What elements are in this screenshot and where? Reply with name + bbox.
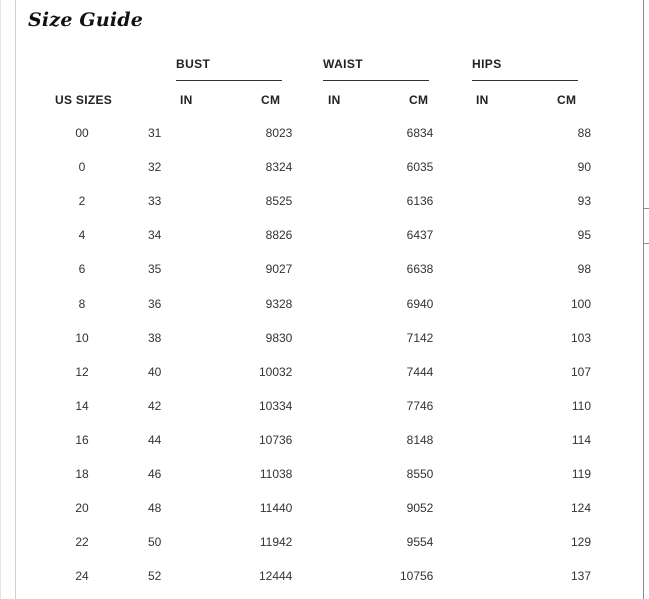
hips-cm-cell: 95 [577,228,591,243]
hips-cm-cell: 124 [570,501,591,516]
bust-in-cell: 48 [148,501,162,516]
table-row [16,321,591,355]
us-size-cell: 00 [75,126,89,141]
bust-cm-cell: 98 [265,330,279,345]
hips-cm-cell: 90 [577,160,591,175]
hips-group-header: HIPS [472,57,502,71]
table-row [16,491,591,525]
bust-group-header: BUST [176,57,211,71]
waist-in-cell: 32 [279,364,293,379]
waist-in-cell: 30 [279,330,293,345]
col-header-hips-cm: CM [557,93,577,107]
waist-cm-cell: 69 [406,296,420,311]
col-header-waist-cm: CM [409,93,429,107]
waist-in-cell: 34 [279,398,293,413]
table-row [16,218,591,252]
bust-in-cell: 36 [148,296,162,311]
table-row [16,457,591,491]
bust-cm-cell: 103 [258,398,279,413]
us-size-cell: 4 [78,228,86,243]
bust-in-cell: 46 [148,466,162,481]
hips-group-underline [472,80,578,81]
waist-cm-cell: 71 [406,330,420,345]
hips-in-cell: 50 [420,466,434,481]
hips-in-cell: 56 [420,569,434,584]
bust-cm-cell: 100 [258,364,279,379]
bust-in-cell: 31 [148,126,162,141]
col-header-hips-in: IN [476,93,489,107]
bust-cm-cell: 124 [258,569,279,584]
us-size-cell: 6 [78,262,86,277]
table-row [16,355,591,389]
bust-in-cell: 40 [148,364,162,379]
hips-in-cell: 37 [420,228,434,243]
hips-cm-cell: 100 [570,296,591,311]
hips-in-cell: 38 [420,262,434,277]
hips-cm-cell: 93 [577,194,591,209]
hips-in-cell: 44 [420,364,434,379]
waist-group-underline [323,80,429,81]
bust-in-cell: 44 [148,432,162,447]
waist-in-cell: 38 [279,466,293,481]
right-edge-notch [644,208,649,209]
table-row [16,423,591,457]
waist-in-cell: 40 [279,501,293,516]
hips-cm-cell: 137 [570,569,591,584]
bust-in-cell: 33 [148,194,162,209]
us-size-cell: 0 [78,160,86,175]
us-size-cell: 10 [75,330,89,345]
bust-cm-cell: 119 [259,535,279,550]
table-row [16,150,591,184]
col-header-bust-in: IN [180,93,193,107]
hips-cm-cell: 107 [570,364,591,379]
bust-cm-cell: 88 [265,228,279,243]
col-header-us-sizes: US SIZES [55,93,113,107]
size-table-body [16,116,591,593]
us-size-cell: 22 [75,535,89,550]
table-row [16,286,591,320]
us-size-cell: 20 [75,501,89,516]
us-size-cell: 24 [75,569,89,584]
bust-in-cell: 52 [148,569,162,584]
waist-in-cell: 24 [279,160,293,175]
waist-group-header: WAIST [323,57,363,71]
waist-cm-cell: 61 [406,194,420,209]
hips-in-cell: 54 [420,535,434,550]
waist-in-cell: 44 [279,569,293,584]
waist-in-cell: 26 [279,228,293,243]
hips-cm-cell: 103 [570,330,591,345]
waist-cm-cell: 66 [406,262,420,277]
bust-cm-cell: 85 [265,194,279,209]
hips-in-cell: 34 [420,126,434,141]
size-guide-modal [16,0,643,597]
waist-in-cell: 23 [279,126,293,141]
bust-in-cell: 35 [148,262,162,277]
waist-cm-cell: 60 [406,160,420,175]
table-row [16,389,591,423]
waist-cm-cell: 107 [399,569,420,584]
hips-in-cell: 48 [420,432,434,447]
hips-cm-cell: 98 [577,262,591,277]
left-edge-line [0,0,16,599]
us-size-cell: 8 [78,296,86,311]
col-header-bust-cm: CM [261,93,281,107]
hips-in-cell: 52 [420,501,434,516]
waist-in-cell: 28 [279,296,293,311]
hips-cm-cell: 129 [570,535,591,550]
bust-group-underline [176,80,282,81]
size-table [16,116,591,593]
waist-cm-cell: 81 [406,432,420,447]
hips-in-cell: 42 [420,330,434,345]
bust-in-cell: 34 [148,228,162,243]
bust-cm-cell: 80 [265,126,279,141]
bust-in-cell: 32 [148,160,162,175]
hips-in-cell: 46 [420,398,434,413]
bust-cm-cell: 90 [265,262,279,277]
table-row [16,559,591,593]
bust-in-cell: 38 [148,330,162,345]
hips-in-cell: 36 [420,194,434,209]
waist-in-cell: 36 [279,432,293,447]
bust-cm-cell: 83 [265,160,279,175]
waist-cm-cell: 77 [406,398,420,413]
bust-cm-cell: 107 [258,432,279,447]
table-row [16,116,591,150]
us-size-cell: 18 [75,466,89,481]
waist-in-cell: 42 [279,535,293,550]
table-row [16,184,591,218]
waist-in-cell: 25 [279,194,293,209]
hips-cm-cell: 119 [571,466,591,481]
us-size-cell: 16 [75,432,89,447]
bust-in-cell: 50 [148,535,162,550]
waist-cm-cell: 95 [406,535,420,550]
hips-in-cell: 40 [420,296,434,311]
bust-cm-cell: 93 [265,296,279,311]
waist-cm-cell: 68 [406,126,420,141]
table-row [16,525,591,559]
page-title: Size Guide [28,9,144,31]
hips-cm-cell: 110 [571,398,591,413]
waist-cm-cell: 90 [406,501,420,516]
left-backdrop-edge [0,0,16,599]
waist-cm-cell: 74 [406,364,420,379]
right-backdrop-edge [643,0,649,599]
waist-cm-cell: 85 [406,466,420,481]
waist-in-cell: 27 [279,262,293,277]
bust-cm-cell: 110 [259,466,279,481]
bust-cm-cell: 114 [259,501,279,516]
hips-cm-cell: 88 [577,126,591,141]
waist-cm-cell: 64 [406,228,420,243]
table-row [16,252,591,286]
us-size-cell: 14 [75,398,89,413]
hips-in-cell: 35 [420,160,434,175]
us-size-cell: 2 [78,194,86,209]
us-size-cell: 12 [75,364,89,379]
right-edge-notch [644,243,649,244]
bust-in-cell: 42 [148,398,162,413]
col-header-waist-in: IN [328,93,341,107]
hips-cm-cell: 114 [571,432,591,447]
